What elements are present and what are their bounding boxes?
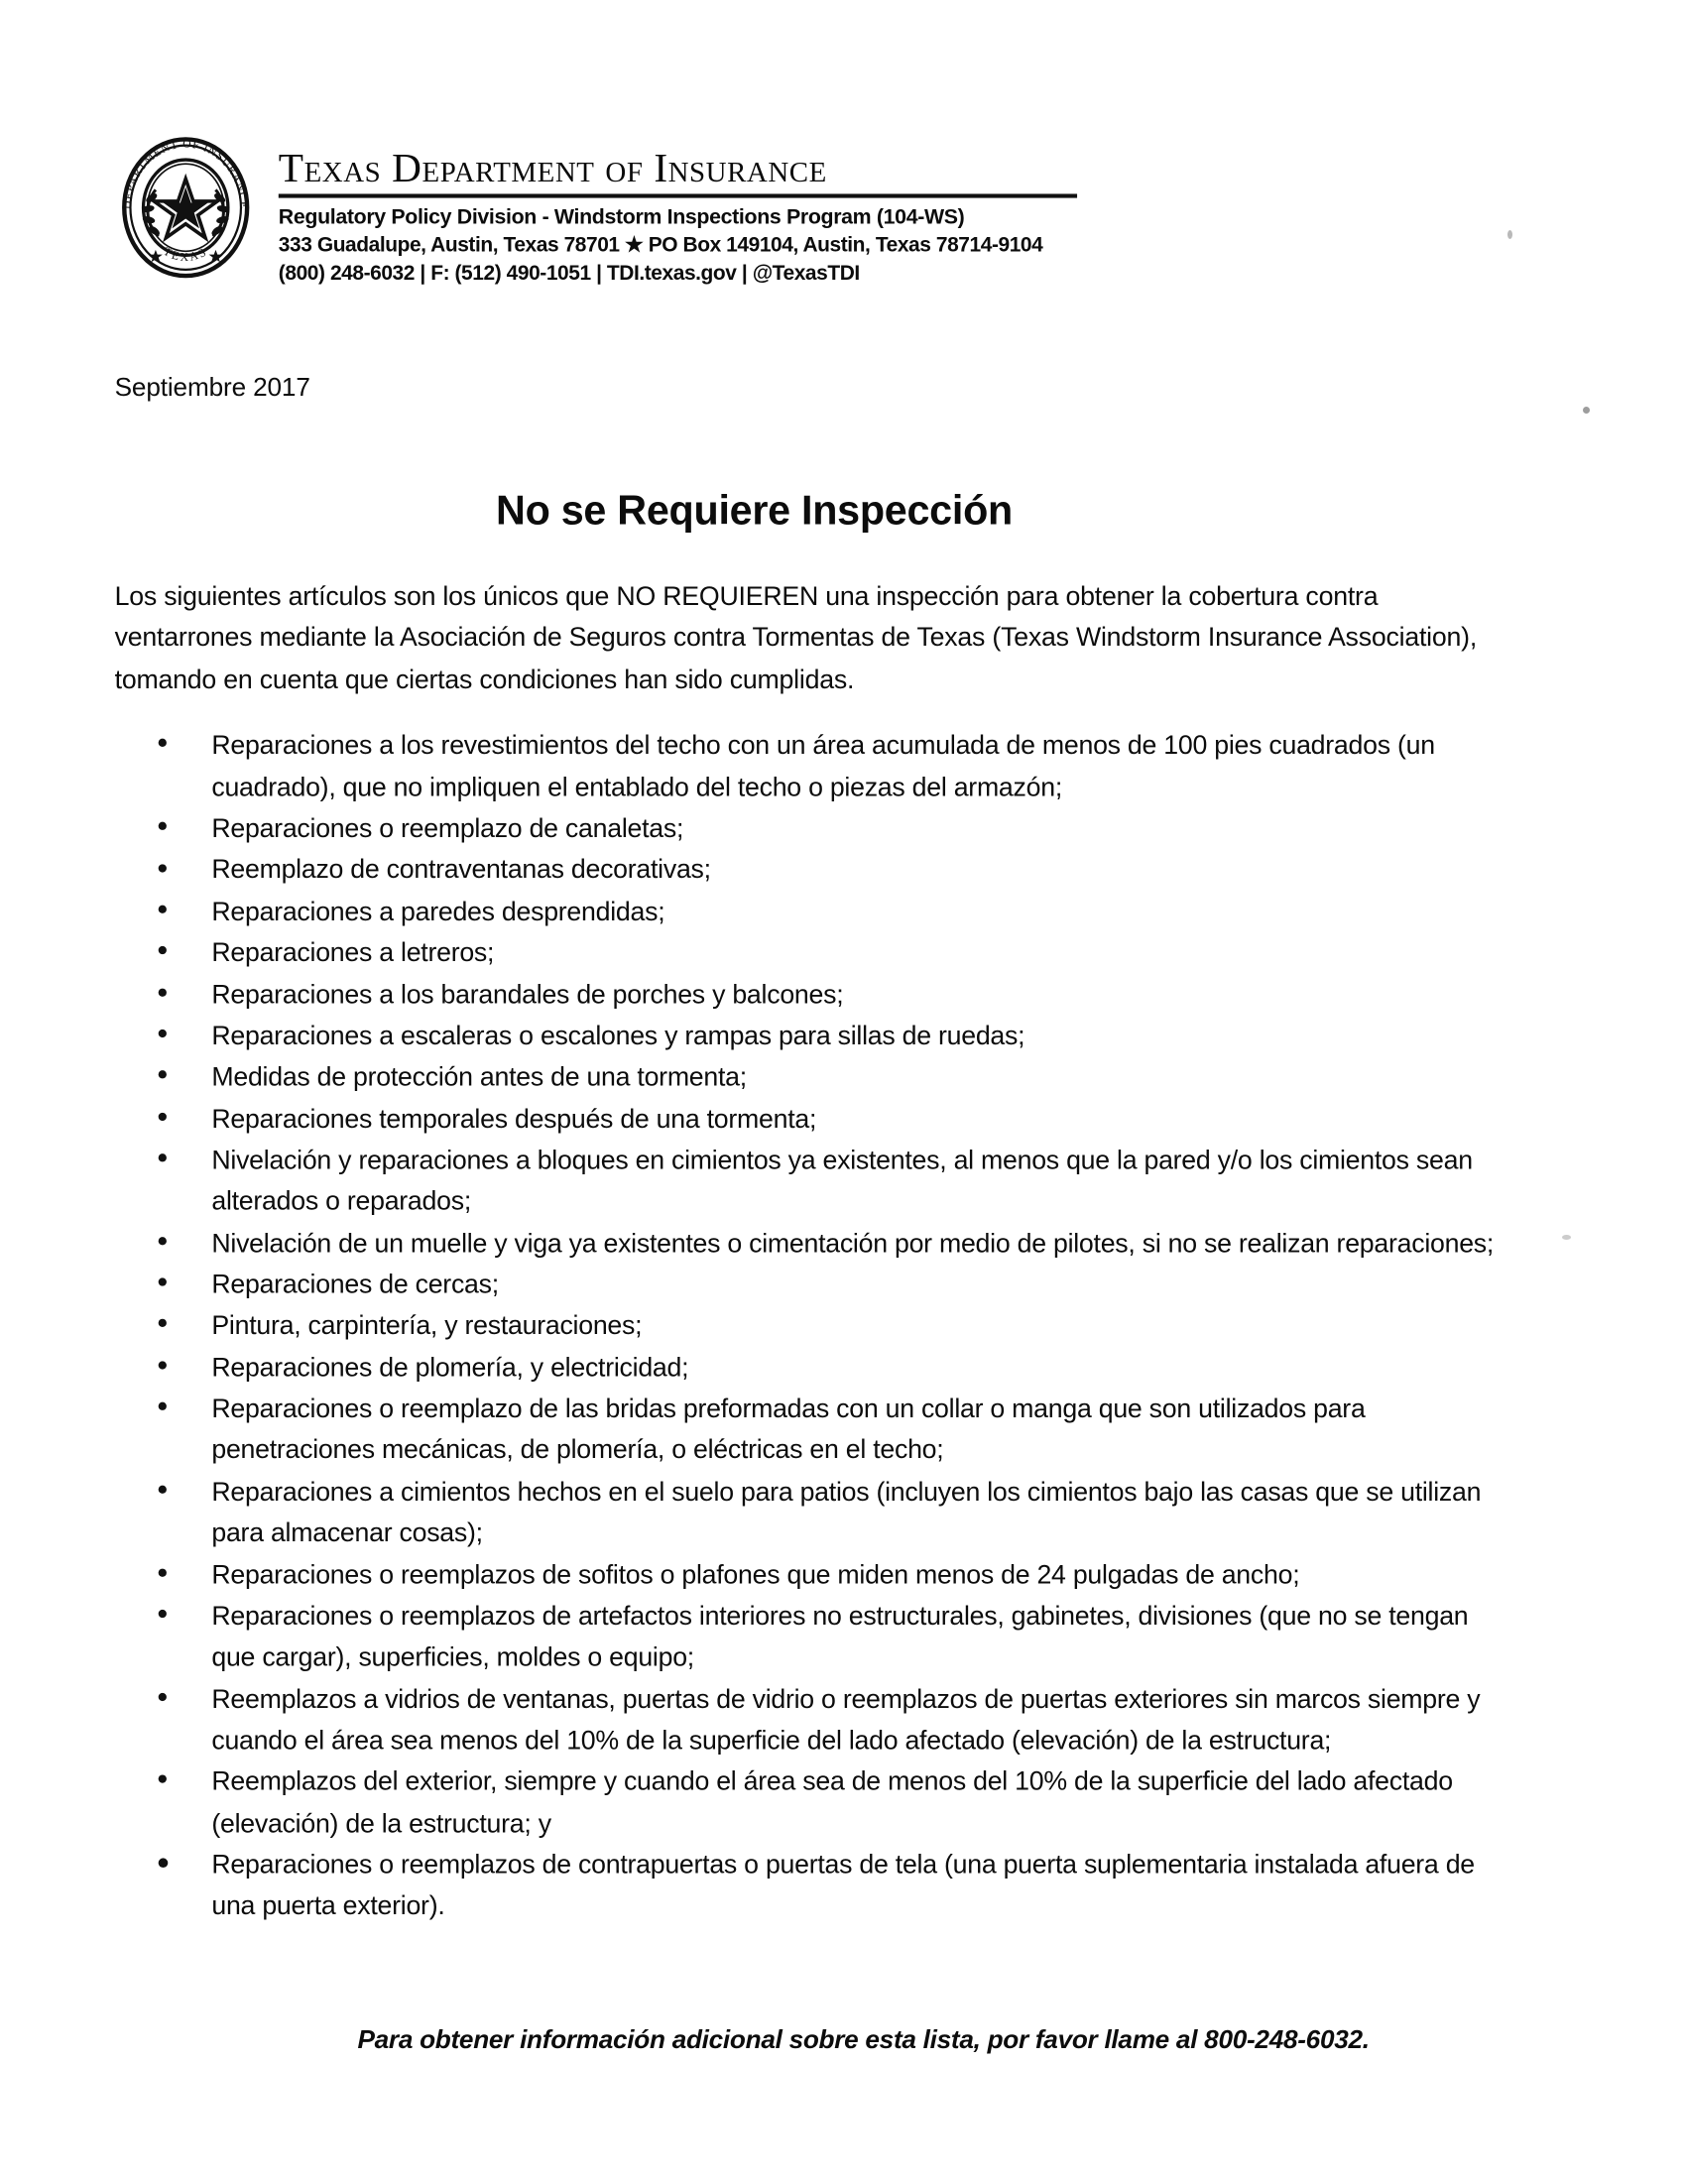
bullet-icon <box>159 864 167 872</box>
list-item <box>150 1596 1508 1679</box>
letterhead-text-block <box>279 148 1098 289</box>
list-item <box>150 808 1508 850</box>
bullet-icon <box>159 988 167 996</box>
bullet-icon <box>159 1486 167 1494</box>
intro-paragraph: Los siguientes artículos son los únicos que NO REQUIEREN una inspección para obtener la cobertura contra ventarrones mediante la Asociación de Seguros contra Tormentas de Texas (Texas Windstorm Insurance Association), tomando en cuenta que ciertas condiciones han sido cumplidas. <box>114 581 1478 695</box>
list-item <box>150 1472 1508 1555</box>
scan-speck <box>1562 1235 1571 1240</box>
bullet-icon <box>159 1237 167 1245</box>
list-item-text: Pintura, carpintería, y restauraciones; <box>211 1310 643 1342</box>
bullet-icon <box>159 1278 167 1286</box>
list-item-text: Reparaciones a paredes desprendidas; <box>211 897 665 927</box>
list-item <box>150 850 1508 892</box>
tdi-seal-icon <box>115 130 257 283</box>
division-line: Regulatory Policy Division - Windstorm Inspections Program (104-WS) <box>278 205 965 229</box>
list-item <box>150 1554 1508 1596</box>
bullet-icon <box>159 822 167 830</box>
list-item-text: Reemplazos del exterior, siempre y cuando el área sea de menos del 10% de la superficie del lado afectado (elevación) de la estructura; y <box>211 1766 1453 1839</box>
list-item-text: Medidas de protección antes de una tormenta; <box>211 1062 747 1093</box>
list-item <box>150 1679 1508 1762</box>
list-item-text: Reparaciones de plomería, y electricidad; <box>211 1352 689 1384</box>
bullet-icon <box>159 1361 167 1369</box>
list-item <box>150 1389 1508 1472</box>
list-item-text: Reparaciones o reemplazo de las bridas preformadas con un collar o manga que son utilizados para penetraciones mecánicas, de plomería, o eléctricas en el techo; <box>211 1394 1366 1466</box>
list-item <box>150 1265 1508 1306</box>
bullet-icon <box>159 946 167 954</box>
list-item-text: Reparaciones a cimientos hechos en el suelo para patios (incluyen los cimientos bajo las casas que se utilizan para almacenar cosas); <box>211 1477 1482 1549</box>
bullet-icon <box>159 1692 167 1700</box>
list-item <box>150 1761 1508 1845</box>
contact-line: (800) 248-6032 | F: (512) 490-1051 | TDI.texas.gov | @TexasTDI <box>278 261 860 286</box>
bullet-icon <box>159 1610 167 1618</box>
bullet-icon <box>159 1030 167 1037</box>
page-title: No se Requiere Inspección <box>496 488 1013 535</box>
list-item <box>150 1099 1508 1141</box>
bullet-icon <box>159 1071 167 1079</box>
list-item-text: Reparaciones o reemplazo de canaletas; <box>211 813 684 844</box>
list-item-text: Reparaciones o reemplazos de sofitos o plafones que miden menos de 24 pulgadas de ancho; <box>211 1559 1300 1590</box>
bullet-icon <box>159 1775 167 1783</box>
list-item <box>150 932 1508 974</box>
list-item <box>150 1057 1508 1099</box>
list-item-text: Nivelación de un muelle y viga ya existentes o cimentación por medio de pilotes, si no se realizan reparaciones; <box>211 1228 1495 1259</box>
bullet-icon <box>159 1402 167 1410</box>
list-item <box>150 1140 1508 1223</box>
list-item <box>150 725 1508 808</box>
list-item-text: Reemplazo de contraventanas decorativas; <box>211 855 711 886</box>
bullet-icon <box>159 1568 167 1576</box>
bullet-icon <box>159 1319 167 1327</box>
address-line: 333 Guadalupe, Austin, Texas 78701 ★ PO Box 149104, Austin, Texas 78714-9104 <box>278 233 1043 257</box>
list-item <box>150 1305 1508 1347</box>
list-item <box>150 974 1508 1016</box>
svg-text:DEPARTMENT OF INSURANCE: DEPARTMENT OF INSURANCE <box>121 137 251 210</box>
scan-speck <box>1583 407 1590 414</box>
exempt-items-list <box>0 725 1495 1927</box>
svg-text:TEXAS: TEXAS <box>161 244 210 264</box>
list-item-text: Nivelación y reparaciones a bloques en cimientos ya existentes, al menos que la pared y/o los cimientos sean alterados o reparados; <box>211 1145 1473 1217</box>
footer-note: Para obtener información adicional sobre esta lista, por favor llame al 800-248-6032. <box>357 2025 1370 2055</box>
bullet-icon <box>159 905 167 912</box>
document-date: Septiembre 2017 <box>114 374 310 404</box>
list-item-text: Reparaciones o reemplazos de artefactos interiores no estructurales, gabinetes, divisiones (que no se tengan que cargar), superficies, moldes o equipo; <box>211 1601 1469 1673</box>
list-item-text: Reparaciones a los revestimientos del techo con un área acumulada de menos de 100 pies cuadrados (un cuadrado), que no impliquen el entablado del techo o piezas del armazón; <box>211 730 1435 802</box>
bullet-icon <box>159 739 167 747</box>
list-item-text: Reparaciones a letreros; <box>211 937 495 969</box>
scan-speck <box>1507 230 1512 239</box>
agency-name: Texas Department of Insurance <box>278 146 827 191</box>
list-item-text: Reparaciones temporales después de una tormenta; <box>211 1104 817 1135</box>
list-item <box>150 1016 1508 1057</box>
list-item <box>150 1845 1508 1928</box>
list-item <box>150 1223 1508 1265</box>
list-item-text: Reemplazos a vidrios de ventanas, puertas de vidrio o reemplazos de puertas exteriores sin marcos siempre y cuando el área sea menos del 10% de la superficie del lado afectado (elevación) de la estructura; <box>211 1684 1481 1757</box>
letterhead <box>0 0 1686 298</box>
list-item <box>150 1347 1508 1389</box>
list-item-text: Reparaciones a los barandales de porches y balcones; <box>211 979 844 1010</box>
bullet-icon <box>159 1859 169 1869</box>
bullet-icon <box>159 1153 167 1161</box>
bullet-icon <box>159 1112 167 1120</box>
list-item-text: Reparaciones de cercas; <box>211 1270 499 1300</box>
list-item-text: Reparaciones o reemplazos de contrapuertas o puertas de tela (una puerta suplementaria instalada afuera de una puerta exterior). <box>211 1850 1475 1922</box>
masthead-divider <box>279 193 1077 197</box>
list-item-text: Reparaciones a escaleras o escalones y rampas para sillas de ruedas; <box>211 1021 1025 1051</box>
list-item <box>150 892 1508 933</box>
